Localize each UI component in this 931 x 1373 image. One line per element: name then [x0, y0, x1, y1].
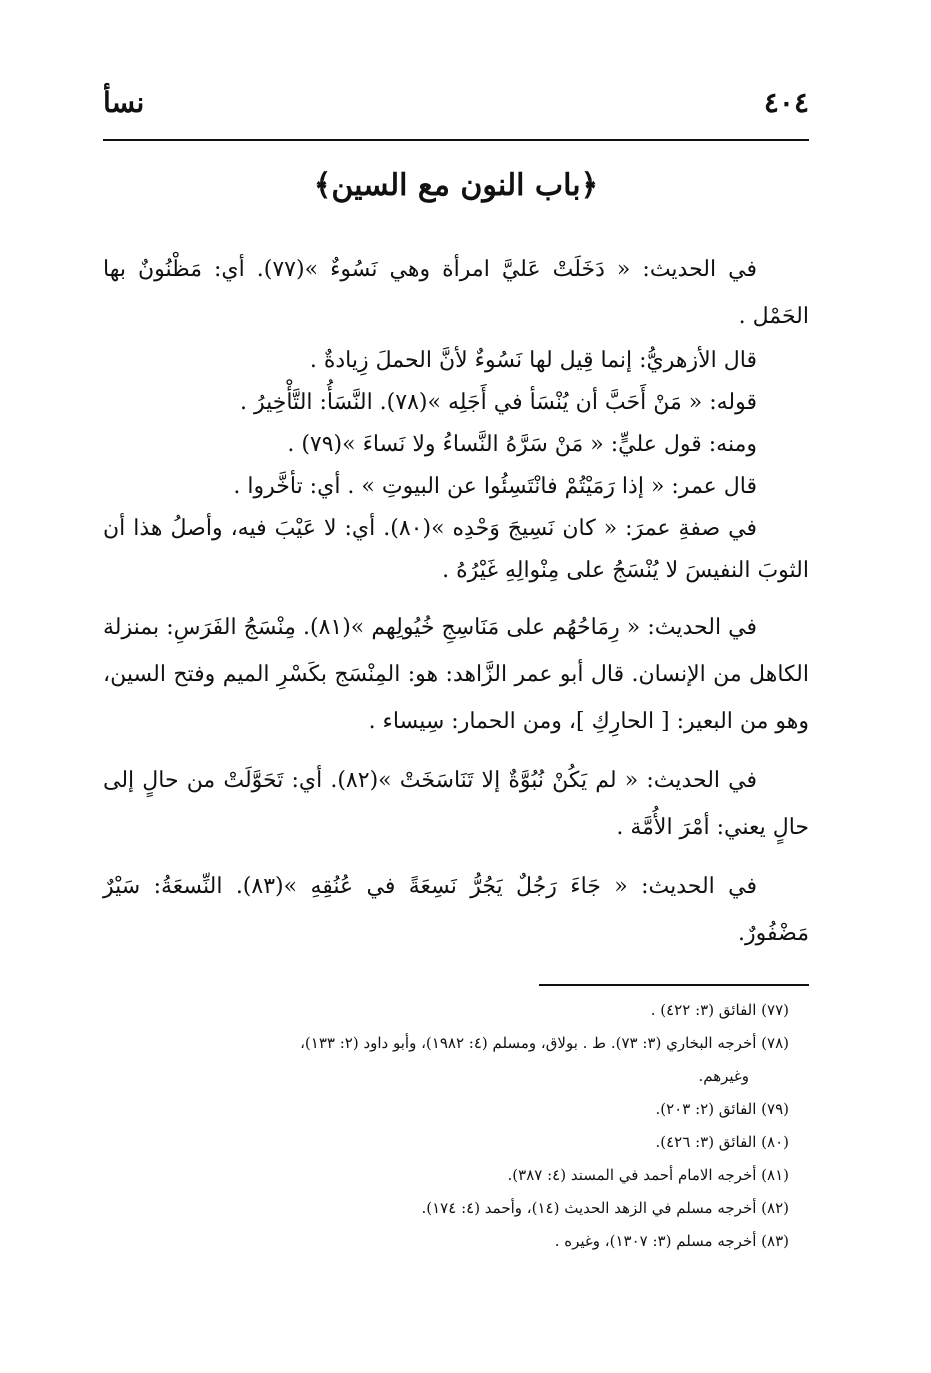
footnote-text: (٧٩) الفائق (٢: ٢٠٣). — [655, 1100, 789, 1118]
footnote — [103, 1093, 809, 1126]
running-head: نسأ — [103, 86, 145, 119]
footnote-rule — [539, 984, 809, 986]
chapter-title: ﴿باب النون مع السين﴾ — [313, 168, 599, 203]
paragraph: ومنه: قول عليٍّ: « مَنْ سَرَّهُ النَّساءُ ولا نَساءَ »(٧٩) . — [287, 432, 757, 457]
header-rule — [103, 139, 809, 141]
footnote — [103, 1126, 809, 1159]
footnote-text: (٨٢) أخرجه مسلم في الزهد الحديث (١٤)، وأحمد (٤: ١٧٤). — [421, 1199, 789, 1217]
footnotes — [103, 994, 809, 1258]
footnote-text: (٨٣) أخرجه مسلم (٣: ١٣٠٧)، وغيره . — [554, 1232, 789, 1250]
paragraph: قال عمر: « إذا رَمَيْتُمْ فانْتَسِئُوا عن البيوتِ » . أي: تأخَّروا . — [233, 474, 757, 499]
paragraph: في الحديث: « لم يَكُنْ نُبُوَّةٌ إلا تَنَاسَخَتْ »(٨٢). أي: تَحَوَّلَتْ من حالٍ إلى حالٍ يعني: أمْرَ الأُمَّة . — [103, 768, 809, 840]
paragraph: في الحديث: « رِمَاحُهُم على مَنَاسِجِ خُيُولِهم »(٨١). مِنْسَجُ الفَرَسِ: بمنزلة الكاهل من الإنسان. قال أبو عمر الزَّاهد: هو: المِنْسَج بكَسْرِ الميم وفتح السين، وهو من البعير: [ الحارِكِ ]، ومن الحمار: سِيساء . — [103, 615, 809, 734]
footnote-text: (٨٠) الفائق (٣: ٤٢٦). — [655, 1133, 789, 1151]
footnote-continuation: وغيرهم. — [698, 1067, 749, 1085]
page-number: ٤٠٤ — [763, 86, 809, 119]
footnote — [103, 1225, 809, 1258]
paragraph: في الحديث: « جَاءَ رَجُلٌ يَجُرُّ نَسِعَةً في عُنُقِهِ »(٨٣). النِّسعَةُ: سَيْرٌ مَضْفُورٌ. — [103, 874, 809, 946]
footnote — [103, 1027, 809, 1093]
body-text — [103, 246, 809, 957]
footnote — [103, 1192, 809, 1225]
page-header — [103, 82, 809, 122]
paragraph: قوله: « مَنْ أَحَبَّ أن يُنْسَأ في أَجَلِه »(٧٨). النَّسَأُ: التَّأْخِيرُ . — [239, 390, 757, 415]
footnote — [103, 994, 809, 1027]
paragraph: في الحديث: « دَخَلَتْ عَليَّ امرأة وهي نَسُوءٌ »(٧٧). أي: مَظْنُونٌ بها الحَمْل . — [103, 257, 809, 329]
paragraph: في صفةِ عمرَ: « كان نَسِيجَ وَحْدِه »(٨٠). أي: لا عَيْبَ فيه، وأصلُ هذا أن الثوبَ النفيسَ لا يُنْسَجُ على مِنْوالِهِ غَيْرُهُ . — [103, 516, 809, 583]
paragraph: قال الأزهريُّ: إنما قِيل لها نَسُوءٌ لأنَّ الحملَ زِيادةٌ . — [309, 348, 757, 373]
footnote — [103, 1159, 809, 1192]
footnote-text: (٧٧) الفائق (٣: ٤٢٢) . — [650, 1001, 789, 1019]
footnote-text: (٧٨) أخرجه البخاري (٣: ٧٣). ط . بولاق، ومسلم (٤: ١٩٨٢)، وأبو داود (٢: ١٣٣)، — [300, 1034, 789, 1052]
footnote-text: (٨١) أخرجه الامام أحمد في المسند (٤: ٣٨٧). — [507, 1166, 789, 1184]
